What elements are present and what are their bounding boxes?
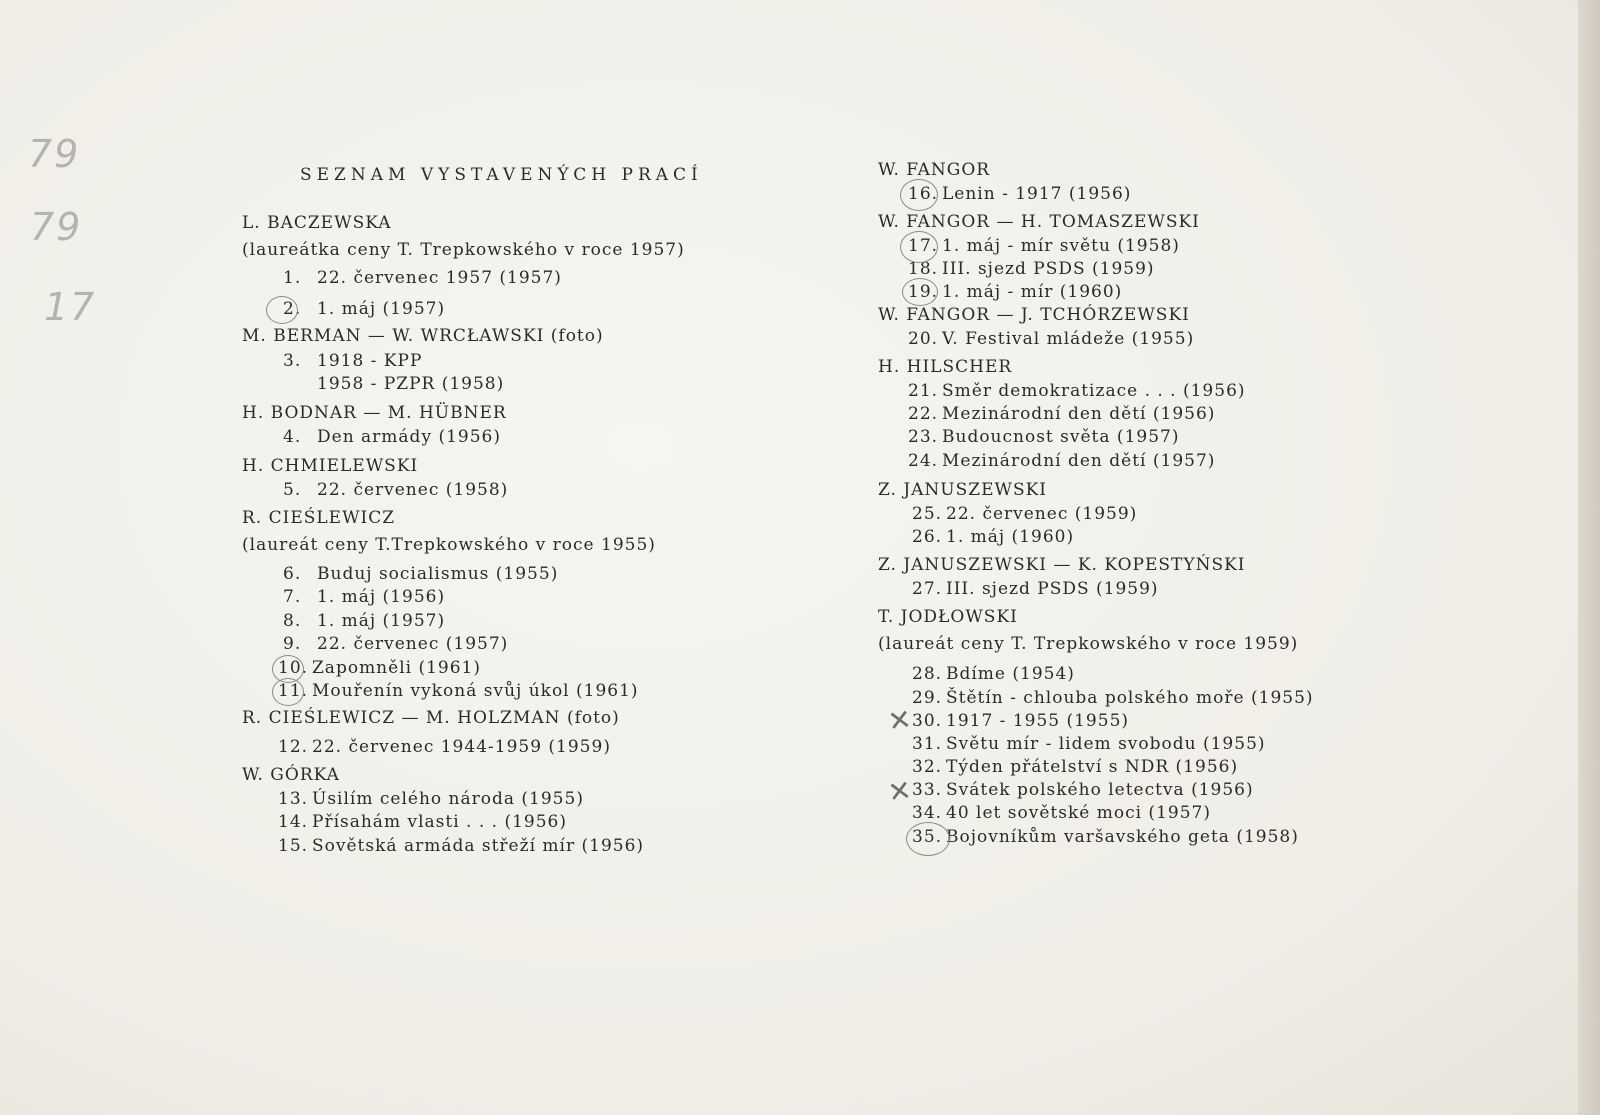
item-number: 19. [908,282,939,302]
author-berman: M. BERMAN — W. WRCŁAWSKI (foto) [242,326,604,346]
item-number: 21. [908,381,939,401]
item-number: 12. [278,737,309,757]
item-title: Přísahám vlasti . . . (1956) [312,812,567,832]
item-number: 24. [908,451,939,471]
list-item [283,634,508,654]
item-number: 20. [908,329,939,349]
list-item [908,184,1131,204]
item-number: 32. [912,757,943,777]
item-title: Bojovníkům varšavského geta (1958) [946,827,1299,847]
item-number: 1. [283,268,302,288]
list-item [278,812,567,832]
author-cieslewicz-holzman: R. CIEŚLEWICZ — M. HOLZMAN (foto) [242,708,620,728]
item-title: 22. červenec (1959) [946,504,1138,524]
item-number: 22. [908,404,939,424]
item-number: 5. [283,480,302,500]
author-baczewska: L. BACZEWSKA [242,213,392,233]
item-title: Úsilím celého národa (1955) [312,789,584,809]
item-number: 30. [912,711,943,731]
item-number: 17. [908,236,939,256]
list-item [912,664,1075,684]
item-title: 1. máj (1957) [317,611,446,631]
page-title: SEZNAM VYSTAVENÝCH PRACÍ [300,165,703,185]
list-item [908,404,1215,424]
item-number: 4. [283,427,302,447]
item-title: Zapomněli (1961) [312,658,481,678]
item-number: 34. [912,803,943,823]
pencil-circle-mark [266,296,298,324]
author-jodlowski: T. JODŁOWSKI [878,607,1018,627]
item-number: 27. [912,579,943,599]
list-item [908,329,1194,349]
list-item [283,587,445,607]
pencil-circle-mark [902,278,938,306]
list-item [908,236,1180,256]
list-item [283,351,422,371]
item-number: 31. [912,734,943,754]
pencil-circle-mark [900,179,938,211]
item-title: Směr demokratizace . . . (1956) [942,381,1246,401]
margin-note-3: 17 [44,285,97,329]
list-item [912,827,1299,847]
list-item [283,564,558,584]
list-item [912,527,1074,547]
pencil-circle-mark [906,822,950,856]
item-number: 6. [283,564,302,584]
list-item [278,737,611,757]
item-title: 1. máj - mír světu (1958) [942,236,1180,256]
item-title: 1. máj (1956) [317,587,446,607]
list-item [283,268,562,288]
author-note: (laureát ceny T. Trepkowského v roce 1959) [878,634,1299,654]
author-hilscher: H. HILSCHER [878,357,1013,377]
item-title: Lenin - 1917 (1956) [942,184,1132,204]
list-item [283,299,445,319]
item-title: 1. máj - mír (1960) [942,282,1123,302]
item-number: 10. [278,658,309,678]
pencil-circle-mark [272,678,304,706]
item-number: 18. [908,259,939,279]
item-title: 1. máj (1957) [317,299,446,319]
item-title: Mouřenín vykoná svůj úkol (1961) [312,681,639,701]
author-januszewski: Z. JANUSZEWSKI [878,480,1048,500]
item-title: Budoucnost světa (1957) [942,427,1180,447]
author-chmielewski: H. CHMIELEWSKI [242,456,419,476]
item-title: Mezinárodní den dětí (1957) [942,451,1216,471]
item-title: Den armády (1956) [317,427,501,447]
list-item [912,780,1254,800]
list-item [283,611,445,631]
list-item [908,381,1246,401]
item-number: 8. [283,611,302,631]
item-number: 14. [278,812,309,832]
item-number: 2. [283,299,302,319]
cross-mark-icon: ✕ [885,773,914,810]
author-fangor-tomaszewski: W. FANGOR — H. TOMASZEWSKI [878,212,1200,232]
list-item [912,579,1159,599]
margin-note-2: 79 [30,205,83,249]
item-title: 22. červenec 1944-1959 (1959) [312,737,611,757]
item-title: 22. červenec (1958) [317,480,509,500]
item-title: III. sjezd PSDS (1959) [946,579,1159,599]
item-number: 26. [912,527,943,547]
cross-mark-icon: ✕ [885,702,914,739]
list-item [908,282,1122,302]
item-title: 1. máj (1960) [946,527,1075,547]
item-title: Sovětská armáda střeží mír (1956) [312,836,645,856]
list-item [912,757,1238,777]
item-title: 1918 - KPP [317,351,423,371]
pencil-circle-mark [900,231,938,263]
list-item [278,789,584,809]
item-number: 15. [278,836,309,856]
item-title: Buduj socialismus (1955) [317,564,559,584]
list-item-continued: 1958 - PZPR (1958) [317,374,505,394]
item-title: 40 let sovětské moci (1957) [946,803,1211,823]
item-title: V. Festival mládeže (1955) [942,329,1195,349]
list-item [278,836,644,856]
item-number: 7. [283,587,302,607]
item-number: 25. [912,504,943,524]
item-number: 3. [283,351,302,371]
list-item [908,427,1179,447]
item-number: 33. [912,780,943,800]
item-title: Světu mír - lidem svobodu (1955) [946,734,1266,754]
item-number: 28. [912,664,943,684]
list-item [278,681,639,701]
author-note: (laureát ceny T.Trepkowského v roce 1955) [242,535,656,555]
list-item [908,259,1155,279]
item-number: 29. [912,688,943,708]
author-fangor: W. FANGOR [878,160,991,180]
list-item [283,427,501,447]
list-item [912,688,1314,708]
author-fangor-tchorzewski: W. FANGOR — J. TCHÓRZEWSKI [878,305,1190,325]
item-title: Týden přátelství s NDR (1956) [946,757,1239,777]
item-title: Bdíme (1954) [946,664,1075,684]
item-title: Svátek polského letectva (1956) [946,780,1254,800]
item-title: 1917 - 1955 (1955) [946,711,1130,731]
item-title: 22. červenec 1957 (1957) [317,268,562,288]
list-item [912,711,1129,731]
item-number: 11. [278,681,309,701]
item-number: 16. [908,184,939,204]
list-item [278,658,481,678]
list-item [283,480,508,500]
author-note: (laureátka ceny T. Trepkowského v roce 1957) [242,240,685,260]
item-number: 9. [283,634,302,654]
item-number: 13. [278,789,309,809]
page-edge [1578,0,1600,1115]
author-januszewski-kopestynski: Z. JANUSZEWSKI — K. KOPESTYŃSKI [878,555,1246,575]
item-number: 23. [908,427,939,447]
list-item [912,504,1137,524]
item-title: Mezinárodní den dětí (1956) [942,404,1216,424]
margin-note-1: 79 [28,132,81,176]
list-item [912,803,1211,823]
item-title: 22. červenec (1957) [317,634,509,654]
item-number: 35. [912,827,943,847]
author-cieslewicz: R. CIEŚLEWICZ [242,508,396,528]
item-title: III. sjezd PSDS (1959) [942,259,1155,279]
author-gorka: W. GÓRKA [242,765,340,785]
item-title: Štětín - chlouba polského moře (1955) [946,688,1314,708]
list-item [908,451,1215,471]
author-bodnar: H. BODNAR — M. HÜBNER [242,403,507,423]
list-item [912,734,1266,754]
